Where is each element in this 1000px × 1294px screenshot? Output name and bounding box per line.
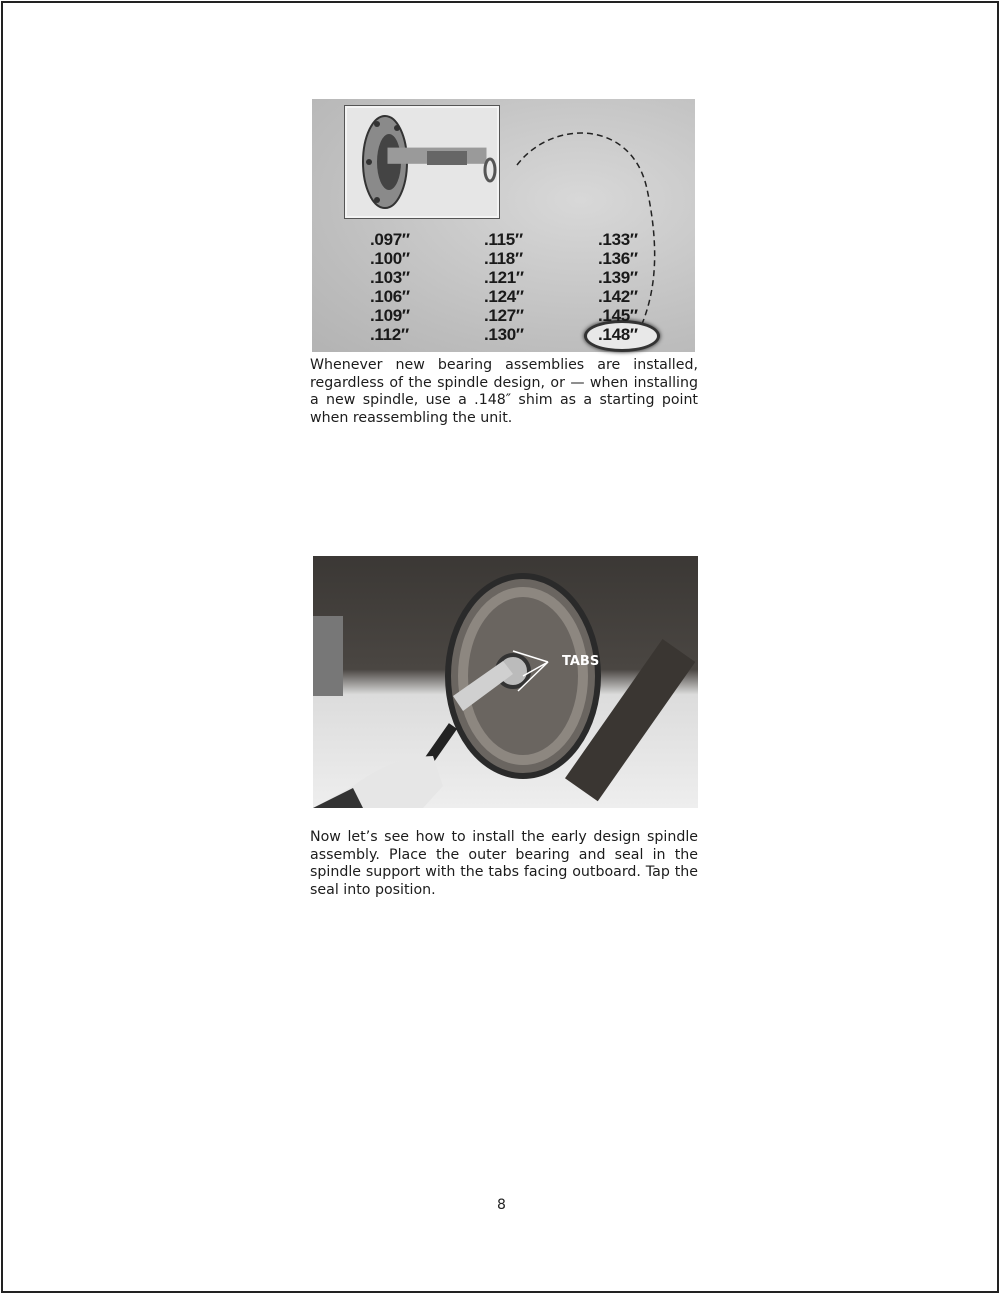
shim-size-highlighted: .148″ — [598, 325, 638, 344]
shim-size: .115″ — [484, 230, 523, 249]
brake-drum-illustration — [313, 556, 698, 808]
shim-size: .142″ — [598, 287, 638, 306]
shim-size: .121″ — [484, 268, 524, 287]
shim-size: .127″ — [484, 306, 524, 325]
shim-size: .106″ — [370, 287, 410, 306]
shim-size: .133″ — [598, 230, 638, 249]
shim-size: .109″ — [370, 306, 410, 325]
shim-size: .097″ — [370, 230, 410, 249]
tabs-label: TABS — [562, 654, 600, 669]
brake-assembly-photo — [313, 556, 698, 808]
shim-size: .130″ — [484, 325, 524, 344]
shim-size: .103″ — [370, 268, 410, 287]
page-number: 8 — [497, 1197, 506, 1213]
shim-size: .145″ — [598, 306, 638, 325]
shim-column-1 — [370, 230, 410, 344]
shim-column-2 — [484, 230, 524, 344]
shim-size: .100″ — [370, 249, 410, 268]
shim-size: .139″ — [598, 268, 638, 287]
shim-column-3 — [598, 230, 638, 344]
shim-size: .118″ — [484, 249, 523, 268]
shim-chart-figure — [312, 99, 695, 352]
caption-shim: Whenever new bearing assemblies are installed, regardless of the spindle design, or — when installing a new spindle, use a .148″ shim as a starting point when reassembling the unit. — [310, 357, 698, 426]
shim-size: .136″ — [598, 249, 638, 268]
shim-size: .124″ — [484, 287, 524, 306]
caption-spindle-install: Now let’s see how to install the early design spindle assembly. Place the outer bearing and seal in the spindle support with the tabs facing outboard. Tap the seal into position. — [310, 829, 698, 898]
shim-size: .112″ — [370, 325, 409, 344]
